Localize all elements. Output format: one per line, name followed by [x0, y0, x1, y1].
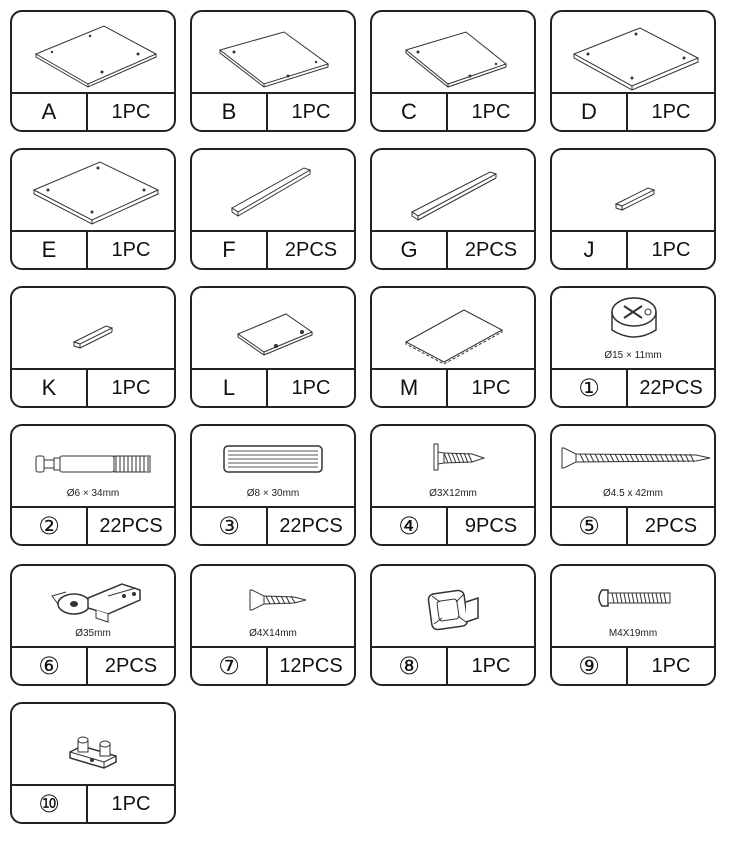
- part-card-10: [10, 702, 176, 824]
- panel-icon: [372, 12, 534, 94]
- part-label: ①: [552, 370, 628, 406]
- part-card-f: [190, 148, 356, 270]
- part-caption: Ø6 × 34mm: [66, 488, 120, 499]
- part-caption: Ø3X12mm: [429, 488, 477, 499]
- part-caption: Ø8 × 30mm: [246, 488, 300, 499]
- panel-icon: [12, 150, 174, 232]
- part-label: B: [192, 94, 268, 130]
- part-card-k: [10, 286, 176, 408]
- part-label: F: [192, 232, 268, 268]
- part-card-2: [10, 424, 176, 546]
- part-label: ⑩: [12, 786, 88, 822]
- part-caption: M4X19mm: [608, 628, 658, 639]
- part-quantity: 1PC: [471, 376, 511, 399]
- part-label: ⑦: [192, 648, 268, 684]
- part-card-6: [10, 564, 176, 686]
- part-quantity: 1PC: [291, 100, 331, 123]
- part-quantity: 1PC: [111, 376, 151, 399]
- part-card-j: [550, 148, 716, 270]
- part-quantity: 2PCS: [284, 238, 338, 261]
- part-label: L: [192, 370, 268, 406]
- part-label: E: [12, 232, 88, 268]
- part-quantity: 1PC: [291, 376, 331, 399]
- part-quantity: 22PCS: [639, 376, 703, 399]
- part-label: ⑤: [552, 508, 628, 544]
- part-quantity: 1PC: [111, 792, 151, 815]
- part-label: ⑨: [552, 648, 628, 684]
- part-card-8: [370, 564, 536, 686]
- part-label: A: [12, 94, 88, 130]
- part-quantity: 1PC: [651, 654, 691, 677]
- part-label: ②: [12, 508, 88, 544]
- part-card-c: [370, 10, 536, 132]
- part-card-1: [550, 286, 716, 408]
- part-label: ⑧: [372, 648, 448, 684]
- part-quantity: 22PCS: [99, 514, 163, 537]
- part-quantity: 1PC: [111, 100, 151, 123]
- strip-icon: [552, 150, 714, 232]
- rail-icon: [192, 150, 354, 232]
- panel-icon: [552, 12, 714, 94]
- part-card-m: [370, 286, 536, 408]
- part-caption: Ø35mm: [75, 628, 111, 639]
- part-quantity: 1PC: [111, 238, 151, 261]
- part-quantity: 12PCS: [279, 654, 343, 677]
- part-label: G: [372, 232, 448, 268]
- part-quantity: 1PC: [651, 238, 691, 261]
- part-quantity: 2PCS: [464, 238, 518, 261]
- strip-icon: [12, 288, 174, 370]
- part-card-4: [370, 424, 536, 546]
- panel-icon: [192, 12, 354, 94]
- part-quantity: 22PCS: [279, 514, 343, 537]
- part-caption: Ø4X14mm: [249, 628, 297, 639]
- panel-icon: [192, 288, 354, 370]
- part-card-b: [190, 10, 356, 132]
- part-caption: Ø15 × 11mm: [604, 350, 662, 361]
- part-label: J: [552, 232, 628, 268]
- part-quantity: 1PC: [471, 100, 511, 123]
- part-card-g: [370, 148, 536, 270]
- back-panel-icon: [372, 288, 534, 370]
- rail-icon: [372, 150, 534, 232]
- part-card-e: [10, 148, 176, 270]
- part-label: ④: [372, 508, 448, 544]
- part-quantity: 9PCS: [464, 514, 518, 537]
- part-card-d: [550, 10, 716, 132]
- part-card-l: [190, 286, 356, 408]
- part-quantity: 2PCS: [104, 654, 158, 677]
- shelf-support-icon: [12, 704, 174, 786]
- panel-icon: [12, 12, 174, 94]
- part-card-5: [550, 424, 716, 546]
- part-caption: Ø4.5 x 42mm: [602, 488, 664, 499]
- part-quantity: 1PC: [651, 100, 691, 123]
- part-label: C: [372, 94, 448, 130]
- part-card-7: [190, 564, 356, 686]
- part-card-9: [550, 564, 716, 686]
- part-card-3: [190, 424, 356, 546]
- knob-icon: [372, 566, 534, 648]
- part-label: ⑥: [12, 648, 88, 684]
- part-label: M: [372, 370, 448, 406]
- part-label: K: [12, 370, 88, 406]
- part-quantity: 2PCS: [644, 514, 698, 537]
- part-quantity: 1PC: [471, 654, 511, 677]
- part-label: ③: [192, 508, 268, 544]
- part-card-a: [10, 10, 176, 132]
- part-label: D: [552, 94, 628, 130]
